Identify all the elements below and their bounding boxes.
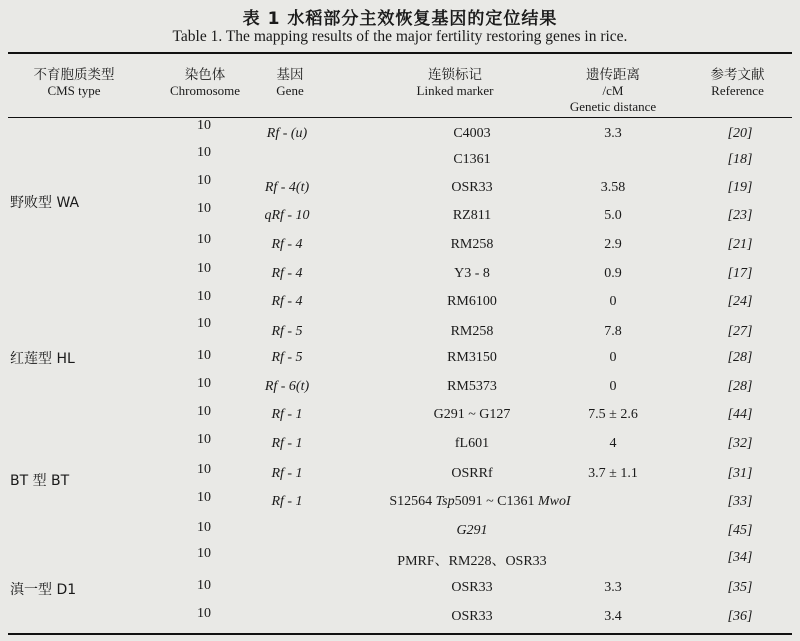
chromosome-cell: 10 (197, 520, 211, 535)
linked-marker-cell: G291 (456, 523, 488, 538)
header-rule (8, 117, 792, 118)
genetic-distance-cell: 3.3 (604, 580, 622, 595)
chromosome-cell: 10 (197, 546, 211, 561)
genetic-distance-cell: 0 (609, 294, 617, 309)
linked-marker-cell: RM6100 (447, 294, 497, 309)
chromosome-cell: 10 (197, 316, 211, 331)
reference-cell: [28] (727, 379, 753, 394)
linked-marker-cell: OSR33 (451, 609, 493, 624)
genetic-distance-cell: 7.8 (604, 324, 622, 339)
chromosome-cell: 10 (197, 606, 211, 621)
reference-cell: [35] (727, 580, 753, 595)
gene-cell: Rf - 1 (271, 494, 303, 509)
chromosome-cell: 10 (197, 490, 211, 505)
linked-marker-cell: C1361 (453, 152, 491, 167)
marker-part: S12564 (389, 494, 436, 509)
chromosome-cell: 10 (197, 118, 211, 133)
chromosome-cell: 10 (197, 432, 211, 447)
group-label-d1: 滇一型 D1 (10, 582, 77, 598)
header-linked-marker: 连锁标记 Linked marker (416, 67, 494, 98)
genetic-distance-cell: 0 (609, 350, 617, 365)
gene-cell: Rf - 1 (271, 407, 303, 422)
linked-marker-cell (350, 494, 610, 510)
chromosome-cell: 10 (197, 462, 211, 477)
linked-marker-cell: RZ811 (452, 208, 492, 223)
chromosome-cell: 10 (197, 348, 211, 363)
linked-marker-cell: fL601 (454, 436, 490, 451)
marker-part: MwoI (538, 494, 571, 509)
header-genetic-distance: 遗传距离 /cM Genetic distance (569, 67, 657, 114)
linked-marker-cell: G291 ~ G127 (433, 407, 511, 422)
header-reference: 参考文献 Reference (710, 67, 765, 98)
reference-cell: [44] (727, 407, 753, 422)
genetic-distance-cell: 3.3 (604, 126, 622, 141)
linked-marker-cell: PMRF、RM228、OSR33 (397, 554, 547, 569)
gene-cell: Rf - 6(t) (264, 379, 310, 394)
gene-cell: Rf - 5 (271, 350, 303, 365)
chromosome-cell: 10 (197, 261, 211, 276)
marker-part: 5091 ~ C1361 (454, 494, 538, 509)
genetic-distance-cell: 3.7 ± 1.1 (588, 466, 638, 481)
linked-marker-cell: C4003 (453, 126, 491, 141)
table-title-en: Table 1. The mapping results of the major fertility restoring genes in rice. (172, 28, 628, 45)
group-label-hl: 红莲型 HL (10, 351, 75, 367)
gene-cell: Rf - 1 (271, 466, 303, 481)
gene-cell: Rf - 4 (271, 266, 303, 281)
reference-cell: [31] (727, 466, 753, 481)
reference-cell: [18] (727, 152, 753, 167)
reference-cell: [27] (727, 324, 753, 339)
genetic-distance-cell: 0 (609, 379, 617, 394)
genetic-distance-cell: 0.9 (604, 266, 622, 281)
linked-marker-cell: OSR33 (451, 580, 493, 595)
reference-cell: [21] (727, 237, 753, 252)
group-label-bt: BT 型 BT (10, 473, 70, 489)
header-cms-type: 不育胞质类型 CMS type (33, 67, 115, 98)
genetic-distance-cell: 3.4 (604, 609, 622, 624)
gene-cell: Rf - 5 (271, 324, 303, 339)
gene-cell: qRf - 10 (264, 208, 310, 223)
chromosome-cell: 10 (197, 376, 211, 391)
chromosome-cell: 10 (197, 232, 211, 247)
bottom-rule (8, 633, 792, 635)
table-title-cn: 表 1 水稻部分主效恢复基因的定位结果 (242, 9, 558, 29)
header-gene: 基因 Gene (276, 67, 304, 98)
genetic-distance-cell: 3.58 (600, 180, 626, 195)
gene-cell: Rf - 4 (271, 294, 303, 309)
reference-cell: [45] (727, 523, 753, 538)
linked-marker-cell: OSRRf (451, 466, 493, 481)
reference-cell: [20] (727, 126, 753, 141)
linked-marker-cell: RM5373 (447, 379, 497, 394)
chromosome-cell: 10 (197, 201, 211, 216)
reference-cell: [23] (727, 208, 753, 223)
linked-marker-cell: RM258 (450, 324, 494, 339)
genetic-distance-cell: 4 (609, 436, 617, 451)
reference-cell: [32] (727, 436, 753, 451)
reference-cell: [36] (727, 609, 753, 624)
genetic-distance-cell: 7.5 ± 2.6 (588, 407, 638, 422)
gene-cell: Rf - (u) (266, 126, 308, 141)
linked-marker-cell: RM258 (450, 237, 494, 252)
top-rule (8, 52, 792, 54)
reference-cell: [34] (727, 550, 753, 565)
reference-cell: [28] (727, 350, 753, 365)
linked-marker-cell: OSR33 (451, 180, 493, 195)
header-chromosome: 染色体 Chromosome (169, 67, 241, 98)
reference-cell: [33] (727, 494, 753, 509)
gene-cell: Rf - 4(t) (264, 180, 310, 195)
reference-cell: [17] (727, 266, 753, 281)
chromosome-cell: 10 (197, 289, 211, 304)
chromosome-cell: 10 (197, 578, 211, 593)
gene-cell: Rf - 1 (271, 436, 303, 451)
gene-cell: Rf - 4 (271, 237, 303, 252)
genetic-distance-cell: 2.9 (604, 237, 622, 252)
linked-marker-cell: RM3150 (447, 350, 497, 365)
chromosome-cell: 10 (197, 145, 211, 160)
group-label-wa: 野败型 WA (10, 195, 80, 211)
chromosome-cell: 10 (197, 404, 211, 419)
chromosome-cell: 10 (197, 173, 211, 188)
reference-cell: [19] (727, 180, 753, 195)
reference-cell: [24] (727, 294, 753, 309)
linked-marker-cell: Y3 - 8 (454, 266, 490, 281)
marker-part: Tsp (435, 494, 455, 509)
genetic-distance-cell: 5.0 (604, 208, 622, 223)
